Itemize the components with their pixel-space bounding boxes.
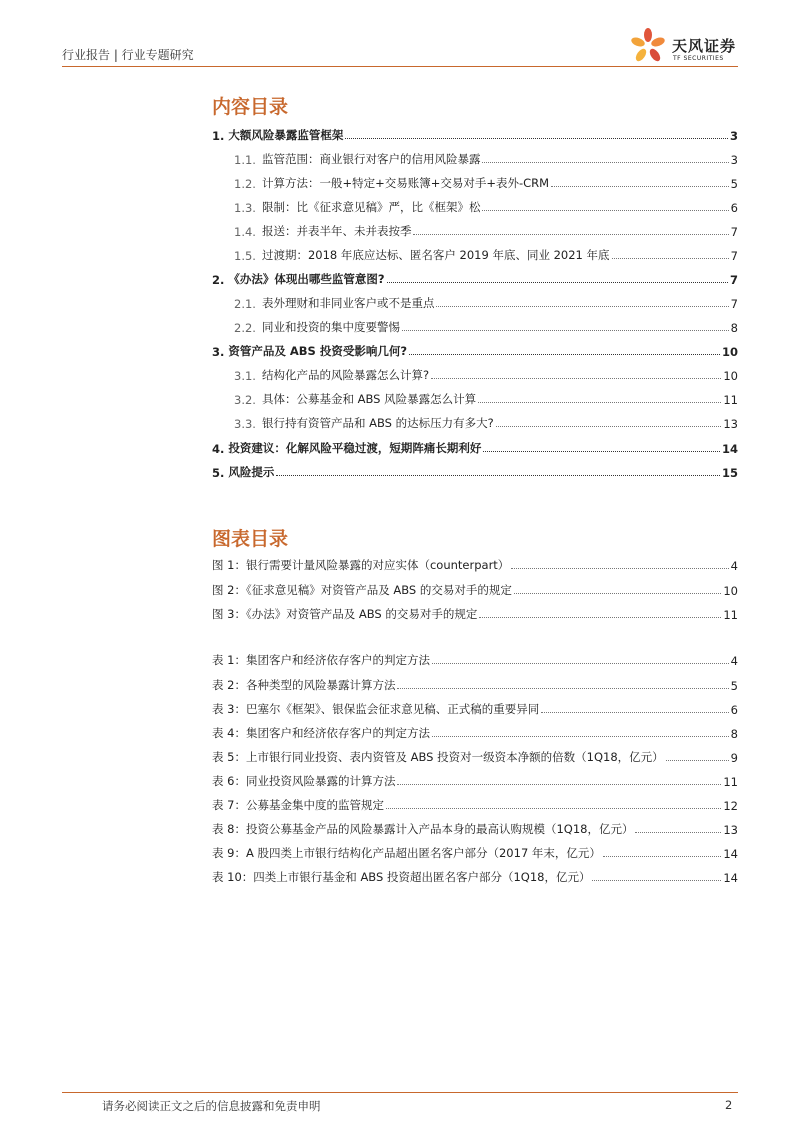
table-item[interactable]: 表 8：投资公募基金产品的风险暴露计入产品本身的最高认购规模（1Q18，亿元） 13 <box>212 822 738 837</box>
toc-item[interactable]: 2.2. 同业和投资的集中度要警惕 8 <box>234 320 738 335</box>
figure-item[interactable]: 图 2：《征求意见稿》对资管产品及 ABS 的交易对手的规定 10 <box>212 583 738 598</box>
toc-item[interactable]: 2.1. 表外理财和非同业客户或不是重点 7 <box>234 296 738 311</box>
toc-title: 内容目录 <box>212 96 289 118</box>
toc-item[interactable]: 3.1. 结构化产品的风险暴露怎么计算? 10 <box>234 368 738 383</box>
toc-item[interactable]: 1. 大额风险暴露监管框架 3 <box>212 128 738 143</box>
footer-disclaimer: 请务必阅读正文之后的信息披露和免责申明 <box>102 1099 321 1113</box>
figures-title: 图表目录 <box>212 528 289 550</box>
table-item[interactable]: 表 2：各种类型的风险暴露计算方法 5 <box>212 678 738 693</box>
table-item[interactable]: 表 10：四类上市银行基金和 ABS 投资超出匿名客户部分（1Q18，亿元） 14 <box>212 870 738 885</box>
footer-divider <box>62 1092 738 1093</box>
toc-item[interactable]: 3. 资管产品及 ABS 投资受影响几何? 10 <box>212 344 738 359</box>
page-number: 2 <box>725 1098 733 1112</box>
toc-item[interactable]: 3.2. 具体：公募基金和 ABS 风险暴露怎么计算 11 <box>234 392 738 407</box>
toc-item[interactable]: 2. 《办法》体现出哪些监管意图? 7 <box>212 272 738 287</box>
toc-item[interactable]: 1.4. 报送：并表半年、未并表按季 7 <box>234 224 738 239</box>
figure-item[interactable]: 图 3：《办法》对资管产品及 ABS 的交易对手的规定 11 <box>212 607 738 622</box>
toc-item[interactable]: 1.5. 过渡期：2018 年底应达标、匿名客户 2019 年底、同业 2021 年底 7 <box>234 248 738 263</box>
toc-item[interactable]: 1.1. 监管范围：商业银行对客户的信用风险暴露 3 <box>234 152 738 167</box>
table-item[interactable]: 表 6：同业投资风险暴露的计算方法 11 <box>212 774 738 789</box>
report-category: 行业报告 | 行业专题研究 <box>62 48 194 62</box>
toc-item[interactable]: 4. 投资建议：化解风险平稳过渡，短期阵痛长期利好 14 <box>212 441 738 456</box>
logo-chinese-name: 天风证券 <box>672 37 737 55</box>
logo-english-name: TF SECURITIES <box>673 55 724 62</box>
figure-item[interactable]: 图 1：银行需要计量风险暴露的对应实体（counterpart） 4 <box>212 558 738 573</box>
header-divider <box>62 66 738 67</box>
toc-item[interactable]: 1.2. 计算方法：一般+特定+交易账簿+交易对手+表外-CRM 5 <box>234 176 738 191</box>
toc-item[interactable]: 5. 风险提示 15 <box>212 465 738 480</box>
table-item[interactable]: 表 1：集团客户和经济依存客户的判定方法 4 <box>212 653 738 668</box>
table-item[interactable]: 表 4：集团客户和经济依存客户的判定方法 8 <box>212 726 738 741</box>
toc-item[interactable]: 3.3. 银行持有资管产品和 ABS 的达标压力有多大? 13 <box>234 416 738 431</box>
table-item[interactable]: 表 3：巴塞尔《框架》、银保监会征求意见稿、正式稿的重要异同 6 <box>212 702 738 717</box>
table-item[interactable]: 表 5：上市银行同业投资、表内资管及 ABS 投资对一级资本净额的倍数（1Q18，亿元） 9 <box>212 750 738 765</box>
toc-item[interactable]: 1.3. 限制：比《征求意见稿》严，比《框架》松 6 <box>234 200 738 215</box>
table-item[interactable]: 表 9：A 股四类上市银行结构化产品超出匿名客户部分（2017 年末，亿元） 14 <box>212 846 738 861</box>
table-item[interactable]: 表 7：公募基金集中度的监管规定 12 <box>212 798 738 813</box>
